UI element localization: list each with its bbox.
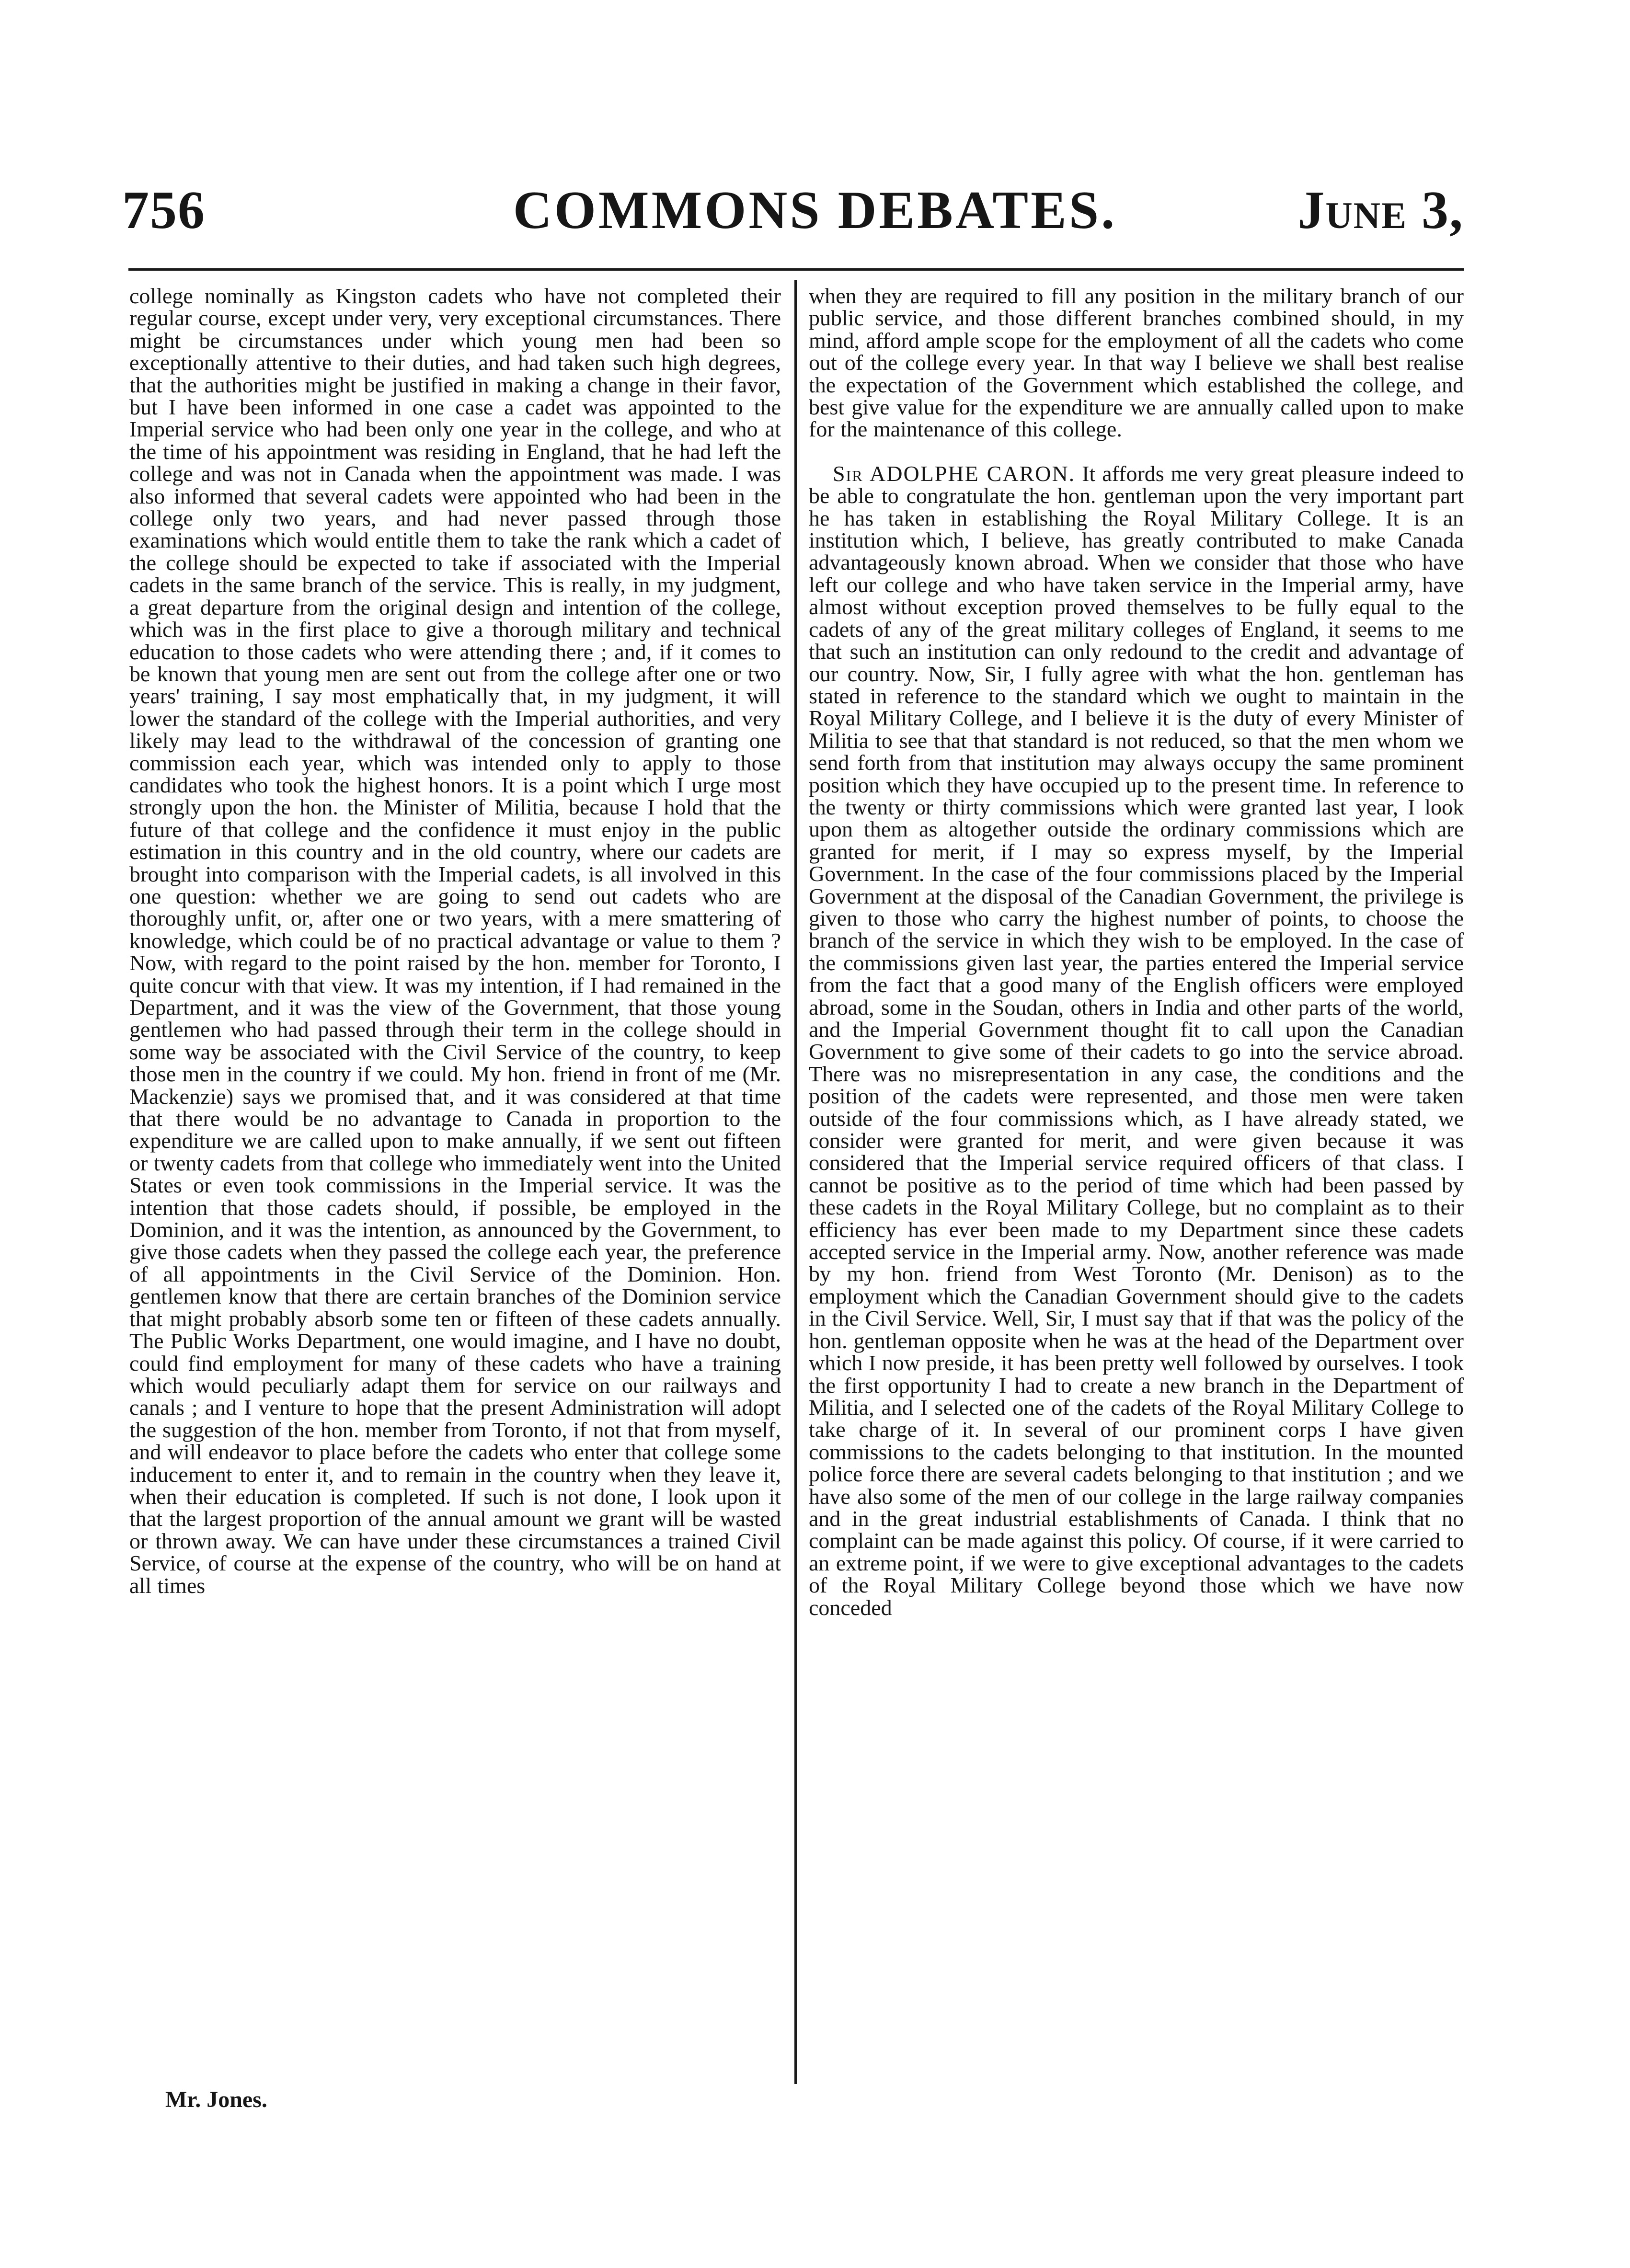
page-number: 756 <box>122 181 206 240</box>
left-column <box>129 285 781 1597</box>
footer-signature: Mr. Jones. <box>165 2087 267 2112</box>
left-column-text: college nominally as Kingston cadets who have not completed their regular course, except under very, very exceptional circumstances. There might be circumstances under which young men had been so exceptionally attentive to their duties, and had taken such high degrees, that the authorities might be justified in making a change in their favor, but I have been informed in one case a cadet was appointed to the Imperial service who had been only one year in the college, and who at the time of his appointment was residing in England, that he had left the college and was not in Canada when the appointment was made. I was also informed that several cadets were appointed who had been in the college only two years, and had never passed through those examinations which would entitle them to take the rank which a cadet of the college should be expected to take if associated with the Imperial cadets in the same branch of the service. This is really, in my judgment, a great departure from the original design and intention of the college, which was in the first place to give a thorough military and technical education to those cadets who were attending there ; and, if it comes to be known that young men are sent out from the college after one or two years' training, I say most emphatically that, in my judgment, it will lower the standard of the college with the Imperial authorities, and very likely may lead to the withdrawal of the concession of granting one commission each year, which was intended only to apply to those candidates who took the highest honors. It is a point which I urge most strongly upon the hon. the Minister of Militia, because I hold that the future of that college and the confidence it must enjoy in the public estimation in this country and in the old country, where our cadets are brought into comparison with the Imperial cadets, is all involved in this one question: whether we are going to send out cadets who are thoroughly unfit, or, after one or two years, with a mere smattering of knowledge, which could be of no practical advantage or value to them ? Now, with regard to the point raised by the hon. member for Toronto, I quite concur with that view. It was my intention, if I had remained in the Department, and it was the view of the Government, that those young gentlemen who had passed through their term in the college should in some way be associated with the Civil Service of the country, to keep those men in the country if we could. My hon. friend in front of me (Mr. Mackenzie) says we promised that, and it was considered at that time that there would be no advantage to Canada in proportion to the expenditure we are called upon to make annually, if we sent out fifteen or twenty cadets from that college who immediately went into the United States or even took commissions in the Imperial service. It was the intention that those cadets should, if possible, be employed in the Dominion, and it was the intention, as announced by the Government, to give those cadets when they passed the college each year, the preference of all appointments in the Civil Service of the Dominion. Hon. gentlemen know that there are certain branches of the Dominion service that might probably absorb some ten or fifteen of these cadets annually. The Public Works Department, one would imagine, and I have no doubt, could find employment for many of these cadets who have a training which would peculiarly adapt them for service on our railways and canals ; and I venture to hope that the present Administration will adopt the suggestion of the hon. member from Toronto, if not that from myself, and will endeavor to place before the cadets who enter that college some inducement to enter it, and to remain in the country when they leave it, when their education is completed. If such is not done, I look upon it that the largest proportion of the annual amount we grant will be wasted or thrown away. We can have under these circumstances a trained Civil Service, of course at the expense of the country, who will be on hand at all times <box>129 284 781 1598</box>
running-title: COMMONS DEBATES. <box>513 181 1117 240</box>
page-date: June 3, <box>1297 181 1464 240</box>
right-column-para2 <box>809 463 1464 1619</box>
right-column <box>809 285 1464 1619</box>
column-divider <box>794 280 797 2084</box>
speaker-name: Sir ADOLPHE CARON. <box>833 461 1076 486</box>
header-rule <box>128 268 1464 271</box>
right-column-para1: when they are required to fill any position in the military branch of our public service, and those different branches combined should, in my mind, afford ample scope for the employment of all the cadets who come out of the college every year. In that way I believe we shall best realise the expectation of the Government which established the college, and best give value for the expenditure we are annually called upon to make for the maintenance of this college. <box>809 284 1464 442</box>
speech-text: It affords me very great pleasure indeed to be able to congratulate the hon. gentleman upon the very important part he has taken in establishing the Royal Military College. It is an institution which, I believe, has greatly contributed to make Canada advantageously known abroad. When we consider that those who have left our college and who have taken service in the Imperial army, have almost without exception proved themselves to be fully equal to the cadets of any of the great military colleges of England, it seems to me that such an institution can only redound to the credit and advantage of our country. Now, Sir, I fully agree with what the hon. gentleman has stated in reference to the standard which we ought to maintain in the Royal Military College, and I believe it is the duty of every Minister of Militia to see that that standard is not reduced, so that the men whom we send forth from that institution may always occupy the same prominent position which they have occupied up to the present time. In reference to the twenty or thirty commissions which were granted last year, I look upon them as altogether outside the ordinary commissions which are granted for merit, if I may so express myself, by the Imperial Government. In the case of the four commissions placed by the Imperial Government at the disposal of the Canadian Government, the privilege is given to those who carry the highest number of points, to choose the branch of the service in which they wish to be employed. In the case of the commissions given last year, the parties entered the Imperial service from the fact that a good many of the English officers were employed abroad, some in the Soudan, others in India and other parts of the world, and the Imperial Government thought fit to call upon the Canadian Government to give some of their cadets to go into the service abroad. There was no misrepresentation in any case, the conditions and the position of the cadets were represented, and those men were taken outside of the four commissions which, as I have already stated, we consider were granted for merit, and were given because it was considered that the Imperial service required officers of that class. I cannot be positive as to the period of time which had been passed by these cadets in the Royal Military College, but no complaint as to their efficiency has ever been made to my Department since these cadets accepted service in the Imperial army. Now, another reference was made by my hon. friend from West Toronto (Mr. Denison) as to the employment which the Canadian Government should give to the cadets in the Civil Service. Well, Sir, I must say that if that was the policy of the hon. gentleman opposite when he was at the head of the Department over which I now preside, it has been pretty well followed by ourselves. I took the first opportunity I had to create a new branch in the Department of Militia, and I selected one of the cadets of the Royal Military College to take charge of it. In several of our prominent corps I have given commissions to the cadets belonging to that institution. In the mounted police force there are several cadets belonging to that institution ; and we have also some of the men of our college in the large railway companies and in the great industrial establishments of Canada. I think that no complaint can be made against this policy. Of course, if it were carried to an extreme point, if we were to give exceptional advantages to the cadets of the Royal Military College beyond those which we have now conceded <box>809 461 1464 1620</box>
